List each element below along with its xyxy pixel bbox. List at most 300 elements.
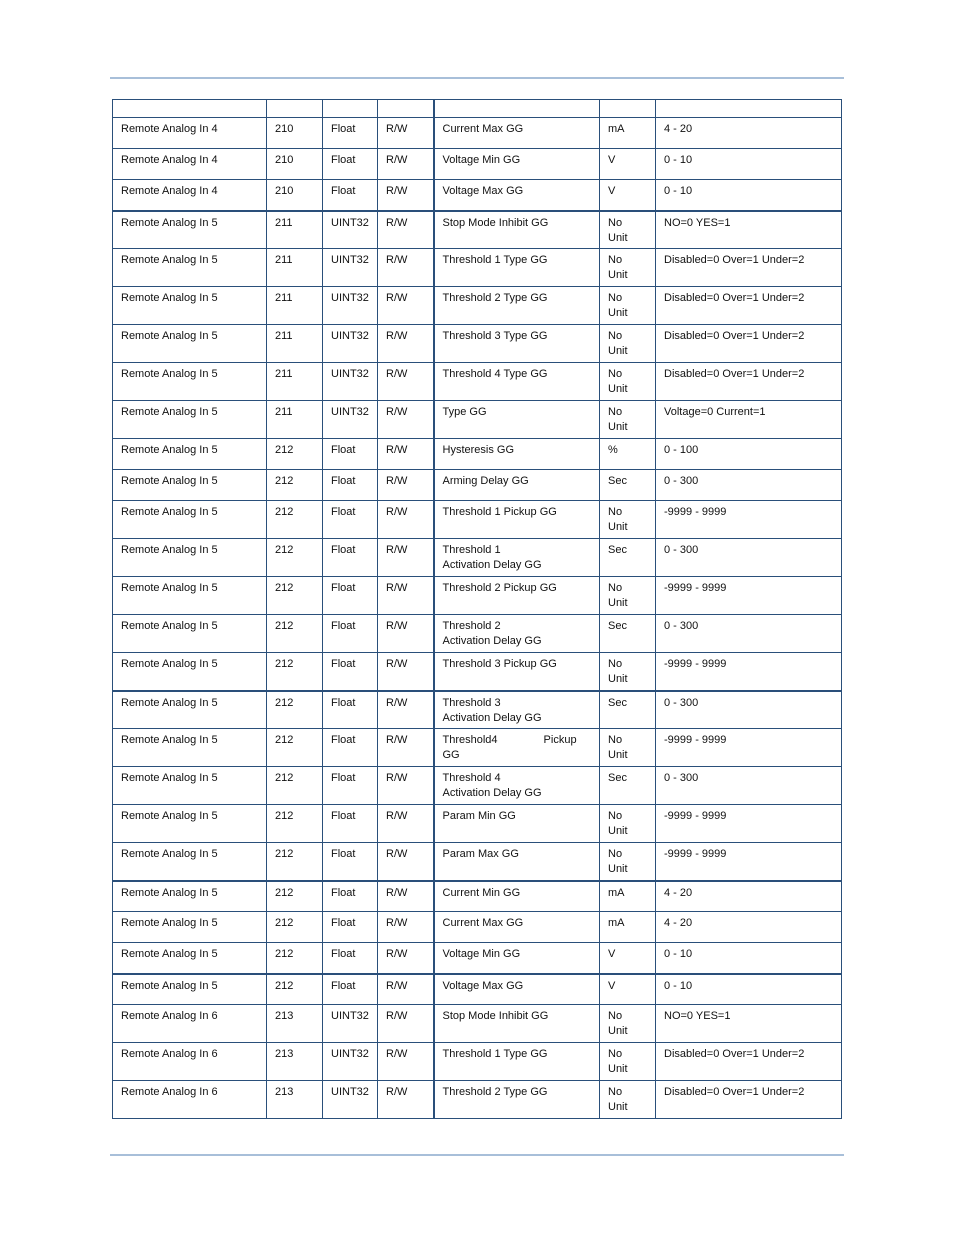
access-mode: R/W [386,216,408,229]
unit-text: No [608,810,623,822]
data-type: Float [331,658,356,670]
register-cell [267,577,323,615]
register-cell [267,539,323,577]
table-row [113,653,842,691]
unit-text: Unit [608,421,628,433]
register-name: Remote Analog In 5 [121,886,218,899]
unit-text: Unit [608,1063,628,1075]
access-cell [378,211,434,249]
parameter-name: Current Max GG [442,917,524,929]
value-range: Voltage=0 Current=1 [664,406,766,418]
access-cell [378,943,434,974]
name-cell [113,881,267,912]
header-rule [110,77,844,79]
type-cell [323,401,378,439]
type-cell [323,1043,378,1081]
unit-text: No [608,216,623,229]
table-row [113,767,842,805]
access-mode: R/W [386,917,408,929]
table-row [113,439,842,470]
unit-text: No [608,658,623,670]
parameter-name: Threshold 1 Pickup GG [442,506,557,518]
range-cell [656,501,842,539]
value-range: 0 - 300 [664,620,699,632]
header-cell [600,100,656,118]
unit-text: Unit [608,231,628,244]
name-cell [113,363,267,401]
name-cell [113,691,267,729]
range-cell [656,1005,842,1043]
parameter-cell [434,767,600,805]
register-number: 213 [275,1010,294,1022]
parameter-cell [434,1081,600,1119]
value-range: Disabled=0 Over=1 Under=2 [664,1086,805,1098]
footer-rule [110,1154,844,1156]
access-mode: R/W [386,734,408,746]
access-mode: R/W [386,123,408,135]
register-number: 211 [275,254,293,266]
unit-text: Sec [608,475,627,487]
unit-text: % [608,444,618,456]
data-type: Float [331,620,356,632]
register-number: 212 [275,734,294,746]
parameter-cell [434,881,600,912]
unit-text: V [608,154,616,166]
unit-cell [600,881,656,912]
header-cell [434,100,600,118]
unit-cell [600,729,656,767]
register-name: Remote Analog In 5 [121,254,218,266]
unit-cell [600,577,656,615]
unit-text: Sec [608,620,627,632]
type-cell [323,805,378,843]
register-cell [267,691,323,729]
access-cell [378,363,434,401]
name-cell [113,539,267,577]
unit-cell [600,249,656,287]
unit-cell [600,943,656,974]
table-row [113,1081,842,1119]
unit-text: No [608,1048,623,1060]
value-range: 0 - 10 [664,154,693,166]
register-name: Remote Analog In 4 [121,123,218,135]
value-range: 0 - 10 [664,185,693,197]
register-cell [267,439,323,470]
access-mode: R/W [386,1086,408,1098]
data-type: Float [331,772,356,784]
range-cell [656,691,842,729]
register-name: Remote Analog In 5 [121,848,218,860]
name-cell [113,501,267,539]
access-mode: R/W [386,848,408,860]
unit-text: V [608,185,616,197]
name-cell [113,180,267,211]
register-number: 212 [275,886,294,899]
parameter-cell [434,211,600,249]
type-cell [323,615,378,653]
type-cell [323,149,378,180]
table-row [113,1043,842,1081]
register-cell [267,180,323,211]
parameter-name: Threshold 1 Type GG [442,1048,548,1060]
parameter-name: Threshold 3 [442,696,501,709]
parameter-name: Threshold 2 Pickup GG [442,582,557,594]
type-cell [323,912,378,943]
table-row [113,401,842,439]
parameter-cell [434,653,600,691]
type-cell [323,1005,378,1043]
access-mode: R/W [386,185,408,197]
register-number: 212 [275,582,294,594]
register-cell [267,943,323,974]
value-range: 0 - 10 [664,979,693,992]
type-cell [323,501,378,539]
parameter-name: Param Min GG [442,810,516,822]
unit-text: V [608,948,616,960]
register-name: Remote Analog In 5 [121,506,218,518]
register-name: Remote Analog In 5 [121,948,218,960]
parameter-cell [434,325,600,363]
type-cell [323,653,378,691]
type-cell [323,691,378,729]
register-number: 213 [275,1086,294,1098]
type-cell [323,729,378,767]
register-number: 212 [275,506,294,518]
range-cell [656,363,842,401]
unit-cell [600,767,656,805]
range-cell [656,325,842,363]
name-cell [113,439,267,470]
type-cell [323,118,378,149]
range-cell [656,439,842,470]
table-row [113,1005,842,1043]
unit-text: Unit [608,307,628,319]
range-cell [656,1043,842,1081]
access-mode: R/W [386,444,408,456]
access-mode: R/W [386,1048,408,1060]
unit-text: No [608,406,623,418]
name-cell [113,118,267,149]
range-cell [656,249,842,287]
unit-text: No [608,582,623,594]
register-number: 211 [275,330,293,342]
data-type: Float [331,444,356,456]
parameter-cell [434,363,600,401]
parameter-cell [434,615,600,653]
register-name: Remote Analog In 5 [121,772,218,784]
access-mode: R/W [386,979,408,992]
table-row [113,363,842,401]
type-cell [323,577,378,615]
table-row [113,539,842,577]
table-row [113,118,842,149]
type-cell [323,287,378,325]
range-cell [656,767,842,805]
parameter-name: Voltage Min GG [442,154,521,166]
register-table [112,99,842,1119]
register-name: Remote Analog In 5 [121,544,218,556]
parameter-cell [434,118,600,149]
data-type: Float [331,582,356,594]
value-range: 0 - 100 [664,444,699,456]
name-cell [113,149,267,180]
access-mode: R/W [386,620,408,632]
unit-cell [600,539,656,577]
parameter-name: Threshold 3 Type GG [442,330,548,342]
register-number: 212 [275,544,294,556]
register-name: Remote Analog In 6 [121,1086,218,1098]
unit-cell [600,180,656,211]
register-number: 212 [275,444,294,456]
table-row [113,470,842,501]
access-mode: R/W [386,948,408,960]
table-header-row [113,100,842,118]
register-cell [267,249,323,287]
range-cell [656,729,842,767]
parameter-name: Activation Delay GG [442,635,542,647]
register-name: Remote Analog In 5 [121,475,218,487]
access-cell [378,805,434,843]
register-cell [267,363,323,401]
header-cell [378,100,434,118]
name-cell [113,615,267,653]
unit-cell [600,653,656,691]
register-number: 212 [275,810,294,822]
parameter-cell [434,943,600,974]
register-name: Remote Analog In 5 [121,979,218,992]
parameter-name: Activation Delay GG [442,787,542,799]
unit-text: No [608,368,623,380]
register-name: Remote Analog In 5 [121,444,218,456]
name-cell [113,249,267,287]
register-name: Remote Analog In 5 [121,216,218,229]
parameter-name: Threshold 1 Type GG [442,254,548,266]
name-cell [113,943,267,974]
unit-text: V [608,979,616,992]
value-range: Disabled=0 Over=1 Under=2 [664,330,805,342]
register-cell [267,325,323,363]
unit-cell [600,211,656,249]
access-mode: R/W [386,475,408,487]
access-cell [378,1081,434,1119]
range-cell [656,577,842,615]
parameter-cell [434,149,600,180]
range-cell [656,287,842,325]
table-row [113,805,842,843]
value-range: Disabled=0 Over=1 Under=2 [664,1048,805,1060]
unit-text: Unit [608,1025,628,1037]
parameter-name: Threshold 4 Type GG [442,368,548,380]
table-row [113,287,842,325]
access-cell [378,249,434,287]
unit-cell [600,615,656,653]
access-cell [378,325,434,363]
register-cell [267,912,323,943]
value-range: Disabled=0 Over=1 Under=2 [664,254,805,266]
unit-cell [600,325,656,363]
access-mode: R/W [386,1010,408,1022]
value-range: -9999 - 9999 [664,658,727,670]
unit-text: Sec [608,772,627,784]
range-cell [656,118,842,149]
name-cell [113,843,267,881]
data-type: UINT32 [331,1086,369,1098]
unit-text: No [608,1010,623,1022]
register-name: Remote Analog In 5 [121,734,218,746]
access-cell [378,912,434,943]
access-cell [378,470,434,501]
register-number: 210 [275,123,294,135]
data-type: UINT32 [331,368,369,380]
access-cell [378,974,434,1005]
register-cell [267,401,323,439]
register-cell [267,149,323,180]
register-cell [267,287,323,325]
register-number: 212 [275,658,294,670]
table-row [113,615,842,653]
parameter-name: Threshold 3 Pickup GG [442,658,557,670]
register-name: Remote Analog In 5 [121,696,218,709]
register-cell [267,470,323,501]
value-range: 0 - 300 [664,696,699,709]
register-cell [267,653,323,691]
register-cell [267,1005,323,1043]
type-cell [323,881,378,912]
access-cell [378,149,434,180]
unit-cell [600,843,656,881]
register-name: Remote Analog In 5 [121,658,218,670]
value-range: -9999 - 9999 [664,734,727,746]
range-cell [656,1081,842,1119]
parameter-name: Threshold 2 Type GG [442,1086,548,1098]
unit-text: mA [608,917,625,929]
access-cell [378,180,434,211]
register-number: 212 [275,620,294,632]
range-cell [656,149,842,180]
range-cell [656,539,842,577]
range-cell [656,401,842,439]
value-range: 0 - 300 [664,475,699,487]
unit-text: No [608,848,623,860]
value-range: 4 - 20 [664,886,693,899]
access-cell [378,691,434,729]
register-cell [267,881,323,912]
parameter-cell [434,843,600,881]
unit-text: Unit [608,749,628,761]
parameter-cell [434,401,600,439]
unit-text: Unit [608,345,628,357]
value-range: -9999 - 9999 [664,848,727,860]
access-cell [378,439,434,470]
header-cell [267,100,323,118]
table-row [113,149,842,180]
access-cell [378,615,434,653]
name-cell [113,325,267,363]
type-cell [323,325,378,363]
unit-cell [600,805,656,843]
data-type: UINT32 [331,330,369,342]
unit-text: No [608,506,623,518]
access-cell [378,767,434,805]
data-type: Float [331,917,356,929]
table-row [113,180,842,211]
type-cell [323,943,378,974]
parameter-name: Voltage Max GG [442,185,524,197]
name-cell [113,211,267,249]
name-cell [113,653,267,691]
register-number: 212 [275,475,294,487]
parameter-cell [434,470,600,501]
parameter-name: Pickup GG [442,734,577,761]
range-cell [656,211,842,249]
value-range: -9999 - 9999 [664,810,727,822]
parameter-name: Activation Delay GG [442,559,542,571]
value-range: Disabled=0 Over=1 Under=2 [664,292,805,304]
data-type: Float [331,154,356,166]
parameter-cell [434,1043,600,1081]
register-name: Remote Analog In 4 [121,185,218,197]
unit-cell [600,1005,656,1043]
data-type: UINT32 [331,254,369,266]
register-cell [267,729,323,767]
type-cell [323,974,378,1005]
parameter-name: Hysteresis GG [442,444,515,456]
type-cell [323,470,378,501]
name-cell [113,805,267,843]
table-row [113,881,842,912]
register-name: Remote Analog In 6 [121,1010,218,1022]
name-cell [113,401,267,439]
parameter-name: Activation Delay GG [442,711,542,724]
access-mode: R/W [386,368,408,380]
range-cell [656,843,842,881]
data-type: UINT32 [331,1010,369,1022]
register-cell [267,501,323,539]
range-cell [656,912,842,943]
data-type: Float [331,810,356,822]
value-range: 4 - 20 [664,123,693,135]
header-cell [323,100,378,118]
data-type: UINT32 [331,406,369,418]
unit-text: Unit [608,383,628,395]
parameter-name: Param Max GG [442,848,519,860]
register-name: Remote Analog In 5 [121,810,218,822]
name-cell [113,912,267,943]
access-mode: R/W [386,330,408,342]
access-cell [378,501,434,539]
data-type: Float [331,506,356,518]
parameter-cell [434,180,600,211]
register-name: Remote Analog In 6 [121,1048,218,1060]
parameter-cell [434,691,600,729]
access-mode: R/W [386,696,408,709]
unit-cell [600,691,656,729]
unit-text: No [608,1086,623,1098]
type-cell [323,439,378,470]
unit-text: No [608,330,623,342]
unit-text: Unit [608,863,628,875]
parameter-name: Stop Mode Inhibit GG [442,1010,549,1022]
register-table-body [113,100,842,1119]
register-number: 212 [275,848,294,860]
name-cell [113,470,267,501]
register-number: 211 [275,216,293,229]
unit-text: Sec [608,696,627,709]
access-mode: R/W [386,254,408,266]
parameter-cell [434,287,600,325]
register-cell [267,767,323,805]
register-name: Remote Analog In 5 [121,292,218,304]
